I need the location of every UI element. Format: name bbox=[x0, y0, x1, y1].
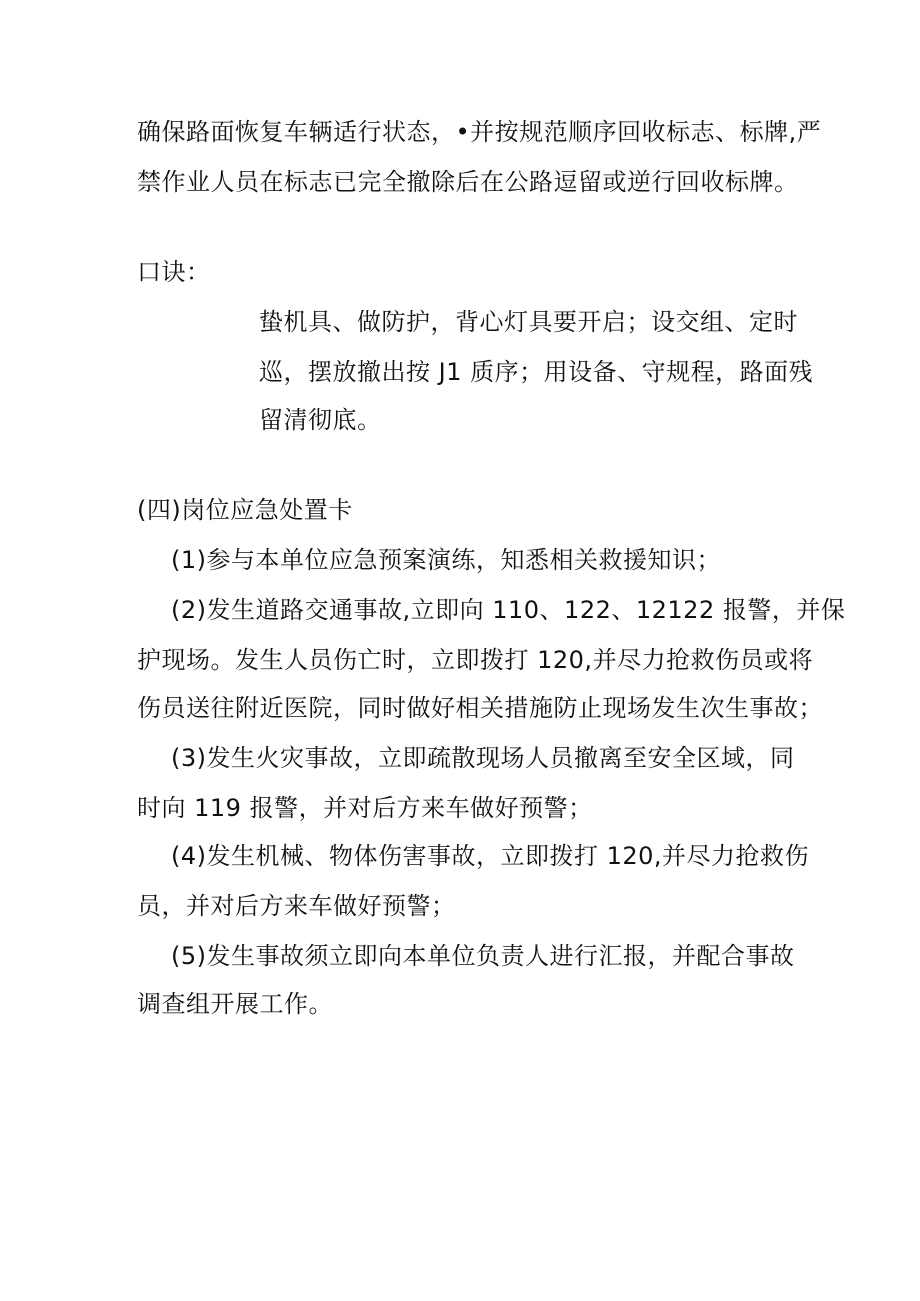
section-line-9: (5)发生事故须立即向本单位负责人进行汇报，并配合事故 bbox=[171, 942, 795, 970]
section-line-7: (4)发生机械、物体伤害事故，立即拨打 120,并尽力抢救伤 bbox=[171, 842, 810, 870]
mnemonic-line-2: 巡，摆放撤出按 J1 质序；用设备、守规程，路面残 bbox=[259, 358, 814, 386]
mnemonic-label: 口诀： bbox=[137, 258, 211, 286]
section-line-1: (1)参与本单位应急预案演练，知悉相关救援知识； bbox=[171, 546, 721, 574]
section-line-2: (2)发生道路交通事故,立即向 110、122、12122 报警，并保 bbox=[171, 596, 846, 624]
section-line-4: 伤员送往附近医院，同时做好相关措施防止现场发生次生事故； bbox=[137, 694, 823, 722]
section-line-6: 时向 119 报警，并对后方来车做好预警； bbox=[137, 794, 593, 822]
section-heading: (四)岗位应急处置卡 bbox=[137, 496, 353, 524]
section-line-5: (3)发生火灾事故，立即疏散现场人员撤离至安全区域，同 bbox=[171, 744, 795, 772]
intro-line-2: 禁作业人员在标志已完全撤除后在公路逗留或逆行回收标牌。 bbox=[137, 168, 799, 196]
section-line-3: 护现场。发生人员伤亡时，立即拨打 120,并尽力抢救伤员或将 bbox=[137, 646, 814, 674]
intro-line-1: 确保路面恢复车辆适行状态，•并按规范顺序回收标志、标牌,严 bbox=[137, 118, 822, 146]
mnemonic-line-3: 留清彻底。 bbox=[259, 406, 382, 434]
section-line-10: 调查组开展工作。 bbox=[137, 990, 333, 1018]
mnemonic-line-1: 蛰机具、做防护，背心灯具要开启；设交组、定时 bbox=[259, 308, 798, 336]
section-line-8: 员，并对后方来车做好预警； bbox=[137, 892, 456, 920]
